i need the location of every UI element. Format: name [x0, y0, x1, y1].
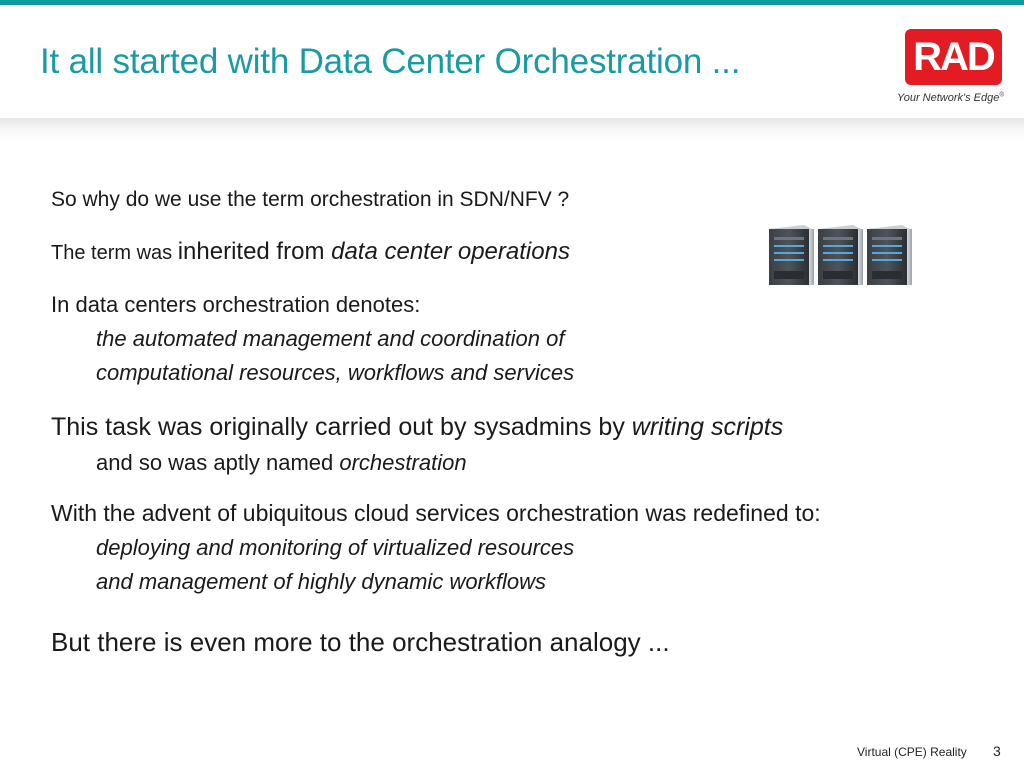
named-text: and so was aptly named	[96, 450, 340, 475]
logo-text: RAD	[913, 35, 994, 79]
definition-heading: In data centers orchestration denotes:	[51, 292, 421, 317]
cloud-line-2: and management of highly dynamic workflows	[96, 569, 547, 594]
slide-title: It all started with Data Center Orchestration ...	[40, 42, 741, 81]
inherited-line	[51, 238, 570, 267]
cloud-line-1: deploying and monitoring of virtualized resources	[96, 535, 575, 560]
sysadmin-text: This task was originally carried out by sysadmins by	[51, 413, 632, 441]
inherited-emphasis: data center operations	[331, 238, 570, 265]
footer-label: Virtual (CPE) Reality	[857, 745, 967, 759]
inherited-mid: inherited from	[177, 238, 332, 265]
closing-line: But there is even more to the orchestration analogy ...	[51, 627, 670, 657]
server-illustration	[766, 223, 926, 294]
logo-tagline	[897, 92, 1004, 104]
definition-line-2: computational resources, workflows and services	[96, 360, 575, 385]
server-unit-3	[867, 225, 912, 285]
rad-logo	[905, 29, 1002, 85]
server-rack-icon	[766, 223, 926, 289]
tagline-text: Your Network's Edge	[897, 92, 1000, 104]
header-divider-shadow	[0, 118, 1024, 140]
registered-mark: ®	[999, 92, 1004, 99]
sysadmin-emphasis: writing scripts	[631, 413, 784, 441]
cloud-heading: With the advent of ubiquitous cloud services orchestration was redefined to:	[51, 500, 821, 526]
named-line	[96, 450, 467, 476]
sysadmin-line	[51, 412, 783, 442]
question-line: So why do we use the term orchestration in SDN/NFV ?	[51, 188, 570, 211]
inherited-lead: The term was	[51, 242, 178, 264]
named-emphasis: orchestration	[339, 450, 467, 475]
top-accent-bar	[0, 0, 1024, 5]
server-unit-1	[769, 225, 814, 285]
page-number: 3	[993, 743, 1001, 759]
server-unit-2	[818, 225, 863, 285]
definition-line-1: the automated management and coordination of	[96, 326, 565, 351]
